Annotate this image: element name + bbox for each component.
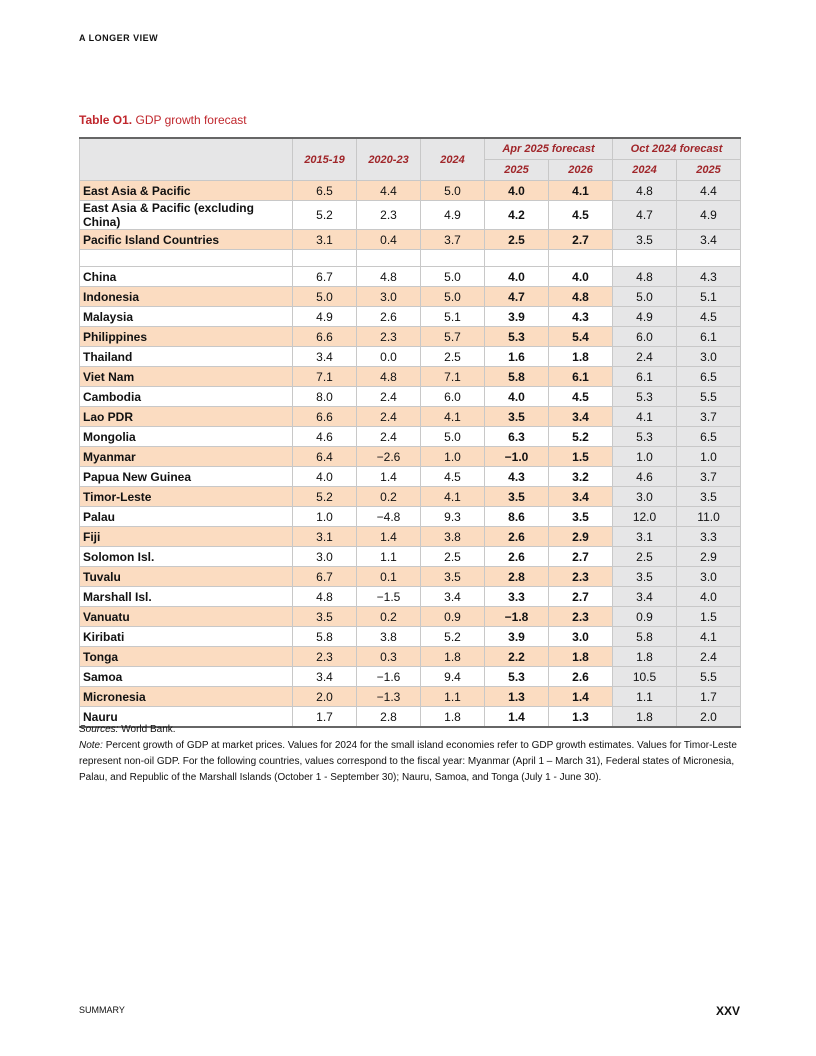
table-row <box>80 387 741 407</box>
value-cell: 6.5 <box>293 181 357 201</box>
value-cell: −4.8 <box>357 507 421 527</box>
value-cell: 4.4 <box>357 181 421 201</box>
value-cell: 1.0 <box>293 507 357 527</box>
row-label: Indonesia <box>80 287 293 307</box>
row-label: East Asia & Pacific (excluding China) <box>80 201 293 230</box>
table-row <box>80 487 741 507</box>
value-cell: 5.0 <box>421 181 485 201</box>
value-cell: 4.1 <box>421 487 485 507</box>
value-cell: 3.0 <box>613 487 677 507</box>
value-cell: −1.6 <box>357 667 421 687</box>
value-cell: 2.4 <box>357 407 421 427</box>
value-cell: 4.0 <box>485 181 549 201</box>
value-cell: 1.1 <box>613 687 677 707</box>
row-label: Samoa <box>80 667 293 687</box>
value-cell: 6.3 <box>485 427 549 447</box>
value-cell: 5.3 <box>485 327 549 347</box>
value-cell: 5.4 <box>549 327 613 347</box>
value-cell: 9.4 <box>421 667 485 687</box>
row-label: China <box>80 267 293 287</box>
table-row <box>80 327 741 347</box>
sources-text: World Bank. <box>121 724 176 735</box>
value-cell: −1.3 <box>357 687 421 707</box>
row-label: Marshall Isl. <box>80 587 293 607</box>
header-period: 2024 <box>421 138 485 181</box>
value-cell: 3.0 <box>357 287 421 307</box>
header-year: 2025 <box>485 160 549 181</box>
value-cell: 3.7 <box>677 407 741 427</box>
value-cell: 3.0 <box>293 547 357 567</box>
row-label: Solomon Isl. <box>80 547 293 567</box>
table-row <box>80 427 741 447</box>
value-cell: 1.8 <box>613 707 677 728</box>
value-cell: 2.2 <box>485 647 549 667</box>
value-cell: 3.4 <box>293 667 357 687</box>
value-cell: 1.6 <box>485 347 549 367</box>
value-cell: 2.6 <box>549 667 613 687</box>
value-cell: 3.7 <box>421 230 485 250</box>
value-cell: 5.3 <box>613 427 677 447</box>
value-cell: 4.3 <box>485 467 549 487</box>
spacer-cell <box>357 250 421 267</box>
value-cell: 4.0 <box>549 267 613 287</box>
value-cell: 2.3 <box>357 201 421 230</box>
value-cell: 5.7 <box>421 327 485 347</box>
value-cell: 2.5 <box>421 547 485 567</box>
value-cell: 4.8 <box>357 267 421 287</box>
value-cell: 3.4 <box>549 407 613 427</box>
value-cell: 5.1 <box>421 307 485 327</box>
value-cell: 5.3 <box>613 387 677 407</box>
value-cell: 0.2 <box>357 487 421 507</box>
header-group-apr-2025: Apr 2025 forecast <box>485 138 613 160</box>
value-cell: 1.8 <box>421 707 485 728</box>
note-text: Percent growth of GDP at market prices. Values for 2024 for the small island economies refer to GDP growth estimates. Values for Timor-Leste represent non-oil GDP. For the following countries, values correspond to the fiscal year: Myanmar (April 1 – March 31), Federal states of Micronesia, Palau, and Republic of the Marshall Islands (October 1 - September 30); Nauru, Samoa, and Tonga (July 1 - June 30). <box>79 740 737 783</box>
row-label: Tonga <box>80 647 293 667</box>
value-cell: 4.3 <box>549 307 613 327</box>
header-period: 2020-23 <box>357 138 421 181</box>
value-cell: 5.3 <box>485 667 549 687</box>
value-cell: 5.0 <box>421 427 485 447</box>
value-cell: 5.0 <box>293 287 357 307</box>
value-cell: 3.4 <box>293 347 357 367</box>
table-title <box>79 113 247 127</box>
row-label: Viet Nam <box>80 367 293 387</box>
value-cell: 10.5 <box>613 667 677 687</box>
table-number: Table O1. <box>79 113 133 127</box>
spacer-cell <box>293 250 357 267</box>
table-row <box>80 181 741 201</box>
row-label: Nauru <box>80 707 293 728</box>
value-cell: 3.5 <box>613 230 677 250</box>
value-cell: 0.9 <box>421 607 485 627</box>
table-row <box>80 407 741 427</box>
value-cell: 4.1 <box>677 627 741 647</box>
row-label: Vanuatu <box>80 607 293 627</box>
table-row <box>80 667 741 687</box>
value-cell: 2.8 <box>485 567 549 587</box>
spacer-row <box>80 250 741 267</box>
value-cell: 6.0 <box>613 327 677 347</box>
value-cell: 3.5 <box>549 507 613 527</box>
value-cell: 4.0 <box>677 587 741 607</box>
value-cell: 3.2 <box>549 467 613 487</box>
table-row <box>80 507 741 527</box>
value-cell: 2.3 <box>549 567 613 587</box>
value-cell: 3.1 <box>613 527 677 547</box>
value-cell: 6.5 <box>677 427 741 447</box>
value-cell: 4.7 <box>613 201 677 230</box>
value-cell: −1.5 <box>357 587 421 607</box>
value-cell: 1.3 <box>485 687 549 707</box>
value-cell: 3.0 <box>677 567 741 587</box>
header-group-oct-2024: Oct 2024 forecast <box>613 138 741 160</box>
value-cell: 2.4 <box>677 647 741 667</box>
value-cell: 3.8 <box>421 527 485 547</box>
value-cell: 5.0 <box>421 287 485 307</box>
value-cell: 2.6 <box>485 547 549 567</box>
value-cell: 3.0 <box>549 627 613 647</box>
value-cell: 4.8 <box>549 287 613 307</box>
value-cell: 1.1 <box>357 547 421 567</box>
table-row <box>80 607 741 627</box>
value-cell: 2.4 <box>357 427 421 447</box>
value-cell: 6.5 <box>677 367 741 387</box>
row-label: Philippines <box>80 327 293 347</box>
row-label: Mongolia <box>80 427 293 447</box>
value-cell: 4.6 <box>613 467 677 487</box>
value-cell: 4.8 <box>357 367 421 387</box>
value-cell: 12.0 <box>613 507 677 527</box>
table-row <box>80 687 741 707</box>
value-cell: 6.0 <box>421 387 485 407</box>
value-cell: 2.0 <box>293 687 357 707</box>
value-cell: 7.1 <box>293 367 357 387</box>
value-cell: 2.6 <box>357 307 421 327</box>
value-cell: 6.7 <box>293 567 357 587</box>
value-cell: 2.0 <box>677 707 741 728</box>
value-cell: 4.8 <box>613 181 677 201</box>
value-cell: 2.9 <box>677 547 741 567</box>
value-cell: 1.0 <box>613 447 677 467</box>
value-cell: 1.7 <box>293 707 357 728</box>
value-cell: 4.1 <box>613 407 677 427</box>
value-cell: 3.1 <box>293 527 357 547</box>
row-label: Timor-Leste <box>80 487 293 507</box>
value-cell: 4.5 <box>677 307 741 327</box>
value-cell: 4.9 <box>293 307 357 327</box>
value-cell: 0.4 <box>357 230 421 250</box>
value-cell: 1.4 <box>485 707 549 728</box>
value-cell: −1.0 <box>485 447 549 467</box>
gdp-forecast-table <box>79 137 741 728</box>
value-cell: 2.9 <box>549 527 613 547</box>
value-cell: 7.1 <box>421 367 485 387</box>
value-cell: 4.9 <box>613 307 677 327</box>
value-cell: 4.3 <box>677 267 741 287</box>
value-cell: 2.7 <box>549 230 613 250</box>
value-cell: 4.9 <box>421 201 485 230</box>
value-cell: 3.4 <box>421 587 485 607</box>
row-label: Palau <box>80 507 293 527</box>
value-cell: 5.1 <box>677 287 741 307</box>
value-cell: 1.4 <box>549 687 613 707</box>
value-cell: 1.7 <box>677 687 741 707</box>
value-cell: 2.7 <box>549 547 613 567</box>
value-cell: 5.2 <box>421 627 485 647</box>
value-cell: 0.1 <box>357 567 421 587</box>
value-cell: 3.9 <box>485 307 549 327</box>
value-cell: 6.6 <box>293 327 357 347</box>
table-caption: GDP growth forecast <box>135 113 247 127</box>
value-cell: 4.2 <box>485 201 549 230</box>
table-row <box>80 647 741 667</box>
row-label: Pacific Island Countries <box>80 230 293 250</box>
table-row <box>80 567 741 587</box>
value-cell: 3.1 <box>293 230 357 250</box>
value-cell: 3.0 <box>677 347 741 367</box>
value-cell: 1.5 <box>549 447 613 467</box>
value-cell: 3.5 <box>677 487 741 507</box>
row-label: Thailand <box>80 347 293 367</box>
header-corner <box>80 138 293 181</box>
value-cell: 0.9 <box>613 607 677 627</box>
table-row <box>80 307 741 327</box>
value-cell: 6.1 <box>549 367 613 387</box>
row-label: Fiji <box>80 527 293 547</box>
table-row <box>80 287 741 307</box>
table-row <box>80 230 741 250</box>
value-cell: −2.6 <box>357 447 421 467</box>
value-cell: 3.5 <box>421 567 485 587</box>
table-row <box>80 527 741 547</box>
value-cell: 5.0 <box>613 287 677 307</box>
value-cell: 9.3 <box>421 507 485 527</box>
value-cell: 5.2 <box>293 487 357 507</box>
header-period: 2015-19 <box>293 138 357 181</box>
value-cell: 3.7 <box>677 467 741 487</box>
table-notes <box>79 722 741 786</box>
value-cell: 3.5 <box>613 567 677 587</box>
value-cell: 0.0 <box>357 347 421 367</box>
value-cell: 5.2 <box>293 201 357 230</box>
value-cell: 5.5 <box>677 667 741 687</box>
header-year: 2025 <box>677 160 741 181</box>
row-label: Papua New Guinea <box>80 467 293 487</box>
value-cell: 2.3 <box>357 327 421 347</box>
value-cell: 4.5 <box>421 467 485 487</box>
value-cell: 3.5 <box>485 407 549 427</box>
table-row <box>80 367 741 387</box>
value-cell: 2.5 <box>613 547 677 567</box>
note-label: Note: <box>79 740 103 751</box>
value-cell: 4.1 <box>421 407 485 427</box>
value-cell: 6.7 <box>293 267 357 287</box>
value-cell: 2.8 <box>357 707 421 728</box>
value-cell: 4.9 <box>677 201 741 230</box>
value-cell: 1.4 <box>357 467 421 487</box>
value-cell: −1.8 <box>485 607 549 627</box>
value-cell: 2.3 <box>549 607 613 627</box>
value-cell: 1.8 <box>421 647 485 667</box>
value-cell: 5.8 <box>613 627 677 647</box>
value-cell: 2.7 <box>549 587 613 607</box>
value-cell: 3.9 <box>485 627 549 647</box>
spacer-cell <box>613 250 677 267</box>
value-cell: 4.0 <box>293 467 357 487</box>
table-body <box>80 181 741 728</box>
value-cell: 3.8 <box>357 627 421 647</box>
table-row <box>80 467 741 487</box>
footer-section: SUMMARY <box>79 1005 125 1015</box>
value-cell: 4.5 <box>549 201 613 230</box>
header-year: 2026 <box>549 160 613 181</box>
table-row <box>80 547 741 567</box>
value-cell: 4.4 <box>677 181 741 201</box>
value-cell: 4.8 <box>613 267 677 287</box>
spacer-cell <box>421 250 485 267</box>
value-cell: 3.3 <box>677 527 741 547</box>
row-label: East Asia & Pacific <box>80 181 293 201</box>
value-cell: 1.4 <box>357 527 421 547</box>
row-label: Micronesia <box>80 687 293 707</box>
row-label: Myanmar <box>80 447 293 467</box>
row-label: Cambodia <box>80 387 293 407</box>
value-cell: 1.8 <box>549 347 613 367</box>
value-cell: 8.0 <box>293 387 357 407</box>
value-cell: 4.7 <box>485 287 549 307</box>
value-cell: 5.8 <box>485 367 549 387</box>
value-cell: 4.0 <box>485 387 549 407</box>
value-cell: 0.2 <box>357 607 421 627</box>
table-row <box>80 447 741 467</box>
value-cell: 8.6 <box>485 507 549 527</box>
row-label: Tuvalu <box>80 567 293 587</box>
value-cell: 3.4 <box>613 587 677 607</box>
value-cell: 2.6 <box>485 527 549 547</box>
value-cell: 1.8 <box>613 647 677 667</box>
value-cell: 1.8 <box>549 647 613 667</box>
header-year: 2024 <box>613 160 677 181</box>
value-cell: 2.5 <box>485 230 549 250</box>
value-cell: 0.3 <box>357 647 421 667</box>
value-cell: 4.6 <box>293 427 357 447</box>
value-cell: 5.2 <box>549 427 613 447</box>
value-cell: 1.5 <box>677 607 741 627</box>
value-cell: 6.6 <box>293 407 357 427</box>
value-cell: 3.4 <box>677 230 741 250</box>
page-number: XXV <box>715 1004 740 1018</box>
value-cell: 11.0 <box>677 507 741 527</box>
row-label: Kiribati <box>80 627 293 647</box>
value-cell: 6.1 <box>613 367 677 387</box>
table-row <box>80 347 741 367</box>
running-header: A LONGER VIEW <box>79 33 159 43</box>
value-cell: 1.3 <box>549 707 613 728</box>
value-cell: 4.5 <box>549 387 613 407</box>
value-cell: 1.0 <box>677 447 741 467</box>
note-line <box>79 738 741 786</box>
spacer-cell <box>485 250 549 267</box>
row-label: Malaysia <box>80 307 293 327</box>
value-cell: 5.5 <box>677 387 741 407</box>
value-cell: 3.5 <box>293 607 357 627</box>
value-cell: 3.3 <box>485 587 549 607</box>
spacer-cell <box>549 250 613 267</box>
table-row <box>80 587 741 607</box>
value-cell: 3.4 <box>549 487 613 507</box>
value-cell: 2.4 <box>613 347 677 367</box>
value-cell: 6.1 <box>677 327 741 347</box>
sources-line <box>79 722 741 738</box>
spacer-cell <box>80 250 293 267</box>
table-row <box>80 267 741 287</box>
value-cell: 3.5 <box>485 487 549 507</box>
value-cell: 2.4 <box>357 387 421 407</box>
value-cell: 2.5 <box>421 347 485 367</box>
spacer-cell <box>677 250 741 267</box>
value-cell: 4.1 <box>549 181 613 201</box>
value-cell: 4.8 <box>293 587 357 607</box>
value-cell: 4.0 <box>485 267 549 287</box>
value-cell: 5.8 <box>293 627 357 647</box>
row-label: Lao PDR <box>80 407 293 427</box>
value-cell: 5.0 <box>421 267 485 287</box>
value-cell: 1.1 <box>421 687 485 707</box>
value-cell: 2.3 <box>293 647 357 667</box>
value-cell: 6.4 <box>293 447 357 467</box>
sources-label: Sources: <box>79 724 119 735</box>
value-cell: 1.0 <box>421 447 485 467</box>
table-row <box>80 627 741 647</box>
table-row <box>80 201 741 230</box>
